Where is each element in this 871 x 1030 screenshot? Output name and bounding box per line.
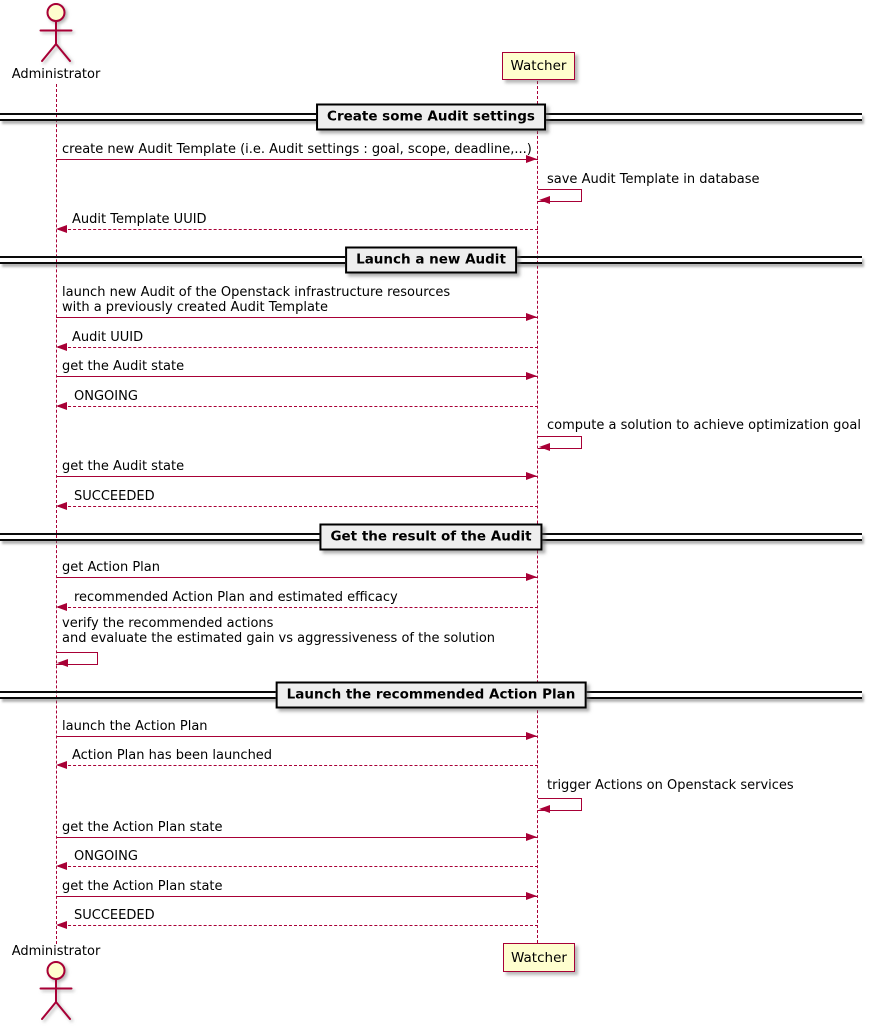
message-label: get the Audit state [62, 359, 185, 374]
divider-create-audit-settings: Create some Audit settings [316, 104, 546, 131]
arrowhead-right-icon [526, 732, 537, 740]
message-label: launch the Action Plan [62, 719, 208, 734]
lifeline-administrator [56, 84, 57, 944]
message-line [56, 476, 538, 477]
actor-administrator-label: Administrator [11, 67, 101, 82]
message-label: ONGOING [74, 849, 138, 864]
message-label: create new Audit Template (i.e. Audit settings : goal, scope, deadline,...) [62, 142, 532, 157]
message-label: get the Audit state [62, 459, 185, 474]
arrowhead-left-icon [56, 761, 67, 769]
arrowhead-left-icon [56, 225, 67, 233]
arrowhead-right-icon [526, 892, 537, 900]
arrowhead-right-icon [526, 372, 537, 380]
message-line [58, 347, 538, 348]
arrowhead-left-icon [56, 603, 67, 611]
arrowhead-left-icon [56, 502, 67, 510]
message-line [56, 896, 538, 897]
message-label: verify the recommended actions and evaluate the estimated gain vs aggressiveness of the solution [62, 616, 496, 646]
message-label: Audit UUID [72, 330, 144, 345]
message-label: get the Action Plan state [62, 820, 223, 835]
message-line [58, 607, 538, 608]
divider-launch-new-audit: Launch a new Audit [345, 247, 517, 274]
message-label: trigger Actions on Openstack services [547, 778, 794, 793]
message-line [58, 925, 538, 926]
arrowhead-left-icon [539, 805, 550, 813]
arrowhead-right-icon [526, 472, 537, 480]
message-label: SUCCEEDED [74, 908, 155, 923]
arrowhead-right-icon [526, 313, 537, 321]
divider-launch-action-plan: Launch the recommended Action Plan [276, 682, 587, 709]
arrowhead-left-icon [56, 402, 67, 410]
participant-watcher-top: Watcher [502, 52, 575, 80]
message-line [58, 866, 538, 867]
actor-icon [39, 2, 73, 64]
message-label: Action Plan has been launched [72, 748, 273, 763]
message-label: SUCCEEDED [74, 489, 155, 504]
message-label: save Audit Template in database [547, 172, 760, 187]
arrowhead-right-icon [526, 573, 537, 581]
message-line [58, 229, 538, 230]
message-label: ONGOING [74, 389, 138, 404]
actor-icon [39, 960, 73, 1022]
message-line [58, 506, 538, 507]
arrowhead-left-icon [57, 659, 68, 667]
message-line [56, 577, 538, 578]
message-line [58, 406, 538, 407]
participant-watcher-bottom: Watcher [503, 943, 575, 972]
arrowhead-right-icon [526, 833, 537, 841]
message-line [56, 376, 538, 377]
message-label: get the Action Plan state [62, 879, 223, 894]
arrowhead-left-icon [56, 921, 67, 929]
message-line [56, 837, 538, 838]
arrowhead-right-icon [526, 155, 537, 163]
arrowhead-left-icon [56, 862, 67, 870]
message-line [58, 765, 538, 766]
arrowhead-left-icon [539, 443, 550, 451]
message-label: recommended Action Plan and estimated efficacy [74, 590, 398, 605]
actor-administrator-label-bottom: Administrator [11, 944, 101, 959]
arrowhead-left-icon [539, 196, 550, 204]
divider-get-audit-result: Get the result of the Audit [319, 524, 542, 551]
message-label: compute a solution to achieve optimization goal [547, 418, 861, 433]
message-line [56, 159, 538, 160]
message-label: get Action Plan [62, 560, 160, 575]
message-label: launch new Audit of the Openstack infrastructure resources with a previously created Audit Template [62, 285, 451, 315]
lifeline-watcher [537, 81, 538, 943]
message-line [56, 317, 538, 318]
message-line [56, 736, 538, 737]
arrowhead-left-icon [56, 343, 67, 351]
message-label: Audit Template UUID [72, 212, 207, 227]
